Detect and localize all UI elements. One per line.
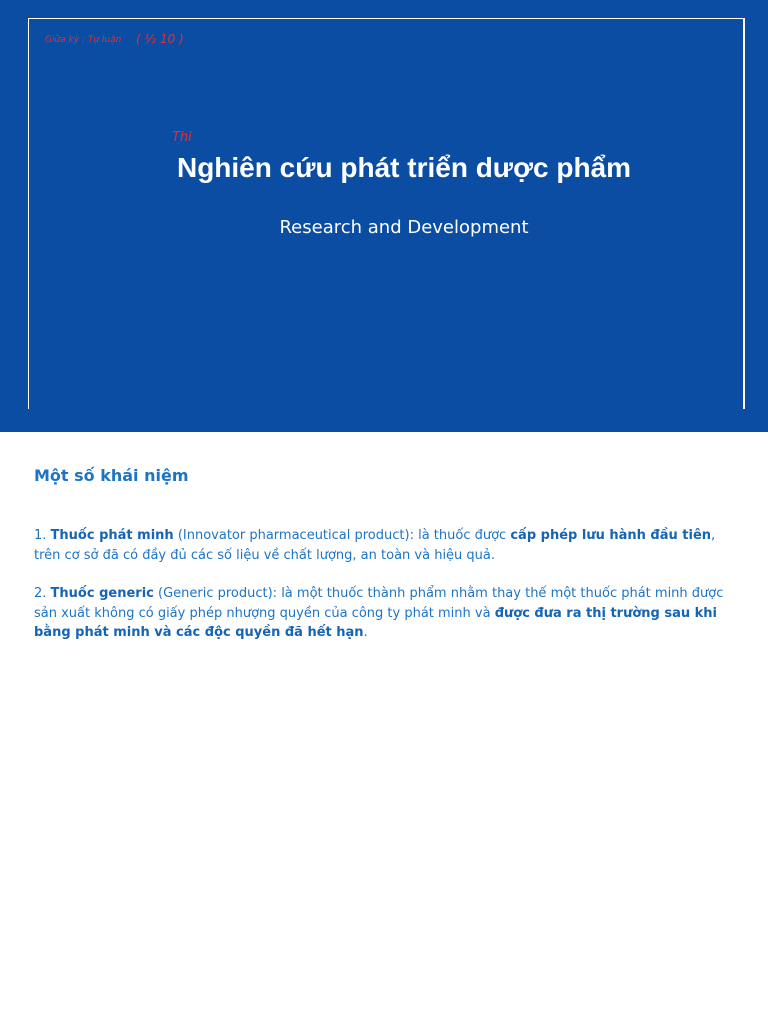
handwritten-note-title: Thi xyxy=(172,130,192,145)
section-heading: Một số khái niệm xyxy=(34,466,189,485)
definition-text: (Innovator pharmaceutical product): là thuốc được xyxy=(173,528,511,543)
slide-title: Nghiên cứu phát triển dược phẩm xyxy=(176,152,632,183)
definition-number: 1. xyxy=(34,528,47,543)
slide-frame xyxy=(28,18,745,409)
handwritten-note-score: ( ½ 10 ) xyxy=(136,32,184,46)
definition-rest: . xyxy=(363,625,368,640)
definition-2 xyxy=(34,584,734,643)
slide-subtitle: Research and Development xyxy=(279,217,529,238)
title-slide xyxy=(0,0,768,432)
definition-highlight: cấp phép lưu hành đầu tiên xyxy=(510,528,712,543)
definition-text: (Generic product): là một thuốc thành phẩm nhằm thay thế một thuốc phát minh được sản xuất không có giấy phép nhượng quyền của công ty phát minh và xyxy=(34,586,724,621)
definition-term: Thuốc phát minh xyxy=(50,528,174,543)
definition-highlight: được đưa ra thị trường sau khi bằng phát minh và các độc quyền đã hết hạn xyxy=(34,605,717,640)
definition-1 xyxy=(34,526,734,565)
definition-term: Thuốc generic xyxy=(50,586,154,601)
definition-rest: , trên cơ sở đã có đầy đủ các số liệu về chất lượng, an toàn và hiệu quả. xyxy=(34,528,716,563)
handwritten-note-top: Giữa kỳ : Tự luận xyxy=(45,35,122,45)
definition-number: 2. xyxy=(34,586,47,601)
